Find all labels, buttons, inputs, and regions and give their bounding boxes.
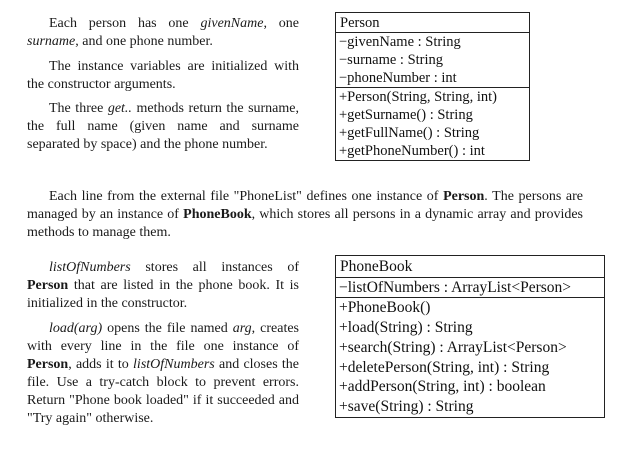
term-phonebook: PhoneBook (183, 207, 252, 222)
term-givenname: givenName (200, 16, 264, 31)
uml-method: +load(String) : String (339, 319, 473, 337)
term-person: Person (27, 357, 69, 372)
term-person: Person (443, 189, 485, 204)
paragraph-person-fields: Each person has one givenName, one surname, and one phone number. (27, 16, 299, 49)
uml-method: +PhoneBook() (339, 299, 431, 317)
uml-method: +search(String) : ArrayList<Person> (339, 338, 567, 356)
term-surname: surname (27, 34, 76, 49)
uml-methods (336, 297, 604, 416)
paragraph-load: load(arg) opens the file named arg, creates with every line in the file one instance of Person, adds it to listOfNumbers and closes the file. Use a try-catch block to prevent errors. Return "Phone book loaded" if it succeeded and "Try again" otherwise. (27, 321, 300, 426)
uml-method: +save(String) : String (339, 397, 474, 415)
term-load: load(arg) (49, 321, 103, 336)
term-get: get.. (107, 101, 132, 116)
uml-attributes (336, 33, 529, 87)
uml-method: +deletePerson(String, int) : String (339, 358, 550, 376)
term-listofnumbers: listOfNumbers (133, 357, 215, 372)
uml-method: +addPerson(String, int) : boolean (339, 378, 546, 396)
uml-attribute: −phoneNumber : int (339, 70, 457, 86)
term-person: Person (27, 278, 69, 293)
uml-method: +Person(String, String, int) (339, 89, 498, 105)
uml-method: +getSurname() : String (339, 107, 473, 123)
uml-class-name: Person (336, 13, 529, 33)
uml-class-person (335, 12, 530, 161)
paragraph-listofnumbers: listOfNumbers stores all instances of Person that are listed in the phone book. It is initialized in the constructor. (27, 260, 299, 311)
uml-class-name: PhoneBook (336, 256, 604, 278)
uml-attribute: −listOfNumbers : ArrayList<Person> (339, 278, 572, 296)
uml-methods (336, 87, 529, 160)
uml-attribute: −givenName : String (339, 34, 461, 50)
paragraph-constructor: The instance variables are initialized with the constructor arguments. (27, 59, 299, 92)
term-arg: arg (232, 321, 252, 336)
paragraph-getters: The three get.. methods return the surname, the full name (given name and surname separated by space) and the phone number. (27, 101, 299, 152)
term-listofnumbers: listOfNumbers (49, 260, 131, 275)
paragraph-phonelist: Each line from the external file "PhoneList" defines one instance of Person. The persons are managed by an instance of PhoneBook, which stores all persons in a dynamic array and provides methods to manage them. (27, 189, 583, 240)
uml-class-phonebook (335, 255, 605, 418)
uml-method: +getPhoneNumber() : int (339, 143, 485, 159)
uml-method: +getFullName() : String (339, 125, 480, 141)
uml-attribute: −surname : String (339, 52, 444, 68)
uml-attributes (336, 278, 604, 298)
